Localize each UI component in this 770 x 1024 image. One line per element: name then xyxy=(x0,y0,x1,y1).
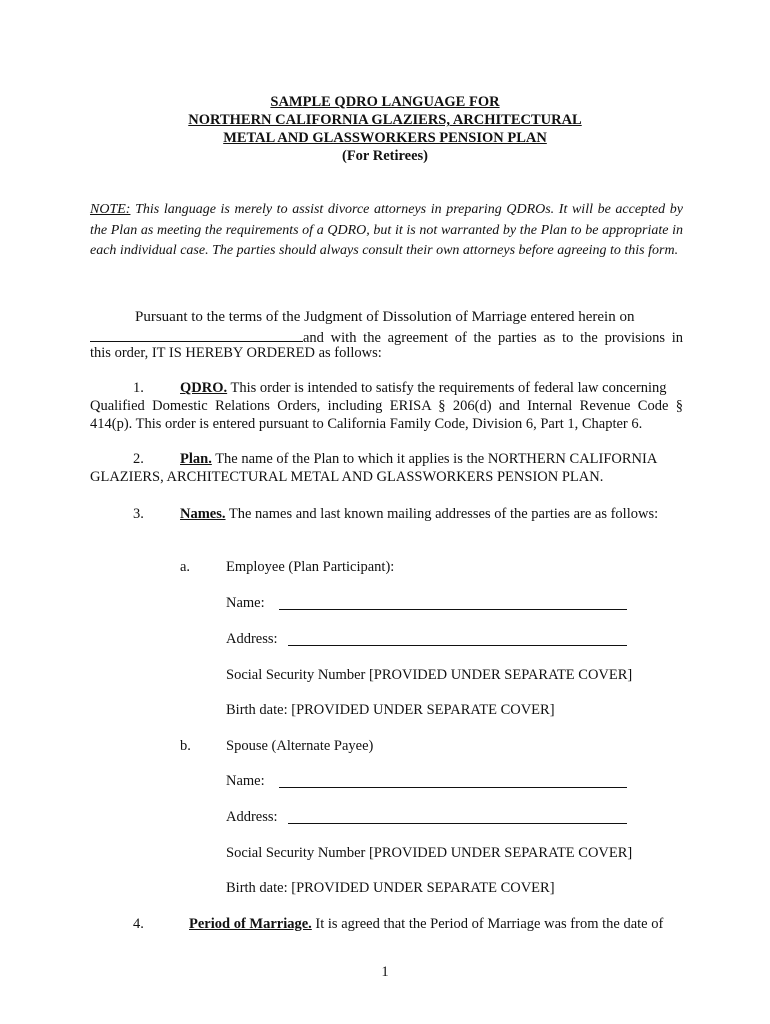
section-1-heading: QDRO. xyxy=(180,380,228,396)
title-line-2: NORTHERN CALIFORNIA GLAZIERS, ARCHITECTURAL xyxy=(188,112,582,128)
spouse-address-field[interactable] xyxy=(288,809,627,824)
employee-address-field[interactable] xyxy=(288,631,627,646)
section-1-line-2: Qualified Domestic Relations Orders, including ERISA § 206(d) and Internal Revenue Code § xyxy=(90,398,683,414)
title-line-1: SAMPLE QDRO LANGUAGE FOR xyxy=(270,94,500,110)
title-line-3: METAL AND GLASSWORKERS PENSION PLAN xyxy=(223,130,547,146)
section-2-line-1 xyxy=(180,451,657,468)
intro-line-1: Pursuant to the terms of the Judgment of Dissolution of Marriage entered herein on xyxy=(135,309,635,325)
note-text: This language is merely to assist divorce attorneys in preparing QDROs. It will be accepted by the Plan as meeting the requirements of a QDRO, but it is not warranted by the Plan to be appropriate in each individual case. The parties should always consult their own attorneys before agreeing to this form. xyxy=(90,202,683,259)
intro-line-3: this order, IT IS HEREBY ORDERED as follows: xyxy=(90,345,382,361)
employee-address-label: Address: xyxy=(226,631,278,647)
spouse-letter: b. xyxy=(180,738,191,754)
note-label: NOTE: xyxy=(90,202,131,217)
section-3-text: The names and last known mailing addresses of the parties are as follows: xyxy=(228,506,659,522)
section-1-line-3: 414(p). This order is entered pursuant to California Family Code, Division 6, Part 1, Chapter 6. xyxy=(90,416,643,432)
spouse-address-label: Address: xyxy=(226,809,278,825)
section-1-number: 1. xyxy=(133,380,144,396)
employee-letter: a. xyxy=(180,559,191,575)
section-3-number: 3. xyxy=(133,506,144,522)
section-3-heading: Names. xyxy=(180,506,226,522)
intro-line-2 xyxy=(90,327,683,347)
spouse-title: Spouse (Alternate Payee) xyxy=(226,738,374,754)
title-line-4: (For Retirees) xyxy=(341,148,429,164)
spouse-name-field[interactable] xyxy=(279,773,627,788)
employee-birth-date: Birth date: [PROVIDED UNDER SEPARATE COVER] xyxy=(226,702,555,718)
employee-title: Employee (Plan Participant): xyxy=(226,559,395,575)
employee-ssn: Social Security Number [PROVIDED UNDER SEPARATE COVER] xyxy=(226,667,633,683)
section-2-line-1-text: The name of the Plan to which it applies is the NORTHERN CALIFORNIA xyxy=(215,451,658,467)
employee-name-label: Name: xyxy=(226,595,265,611)
section-1-line-1-text: This order is intended to satisfy the requirements of federal law concerning xyxy=(230,380,667,396)
judgment-date-blank[interactable] xyxy=(90,327,303,342)
section-3-line xyxy=(180,506,658,523)
section-2-number: 2. xyxy=(133,451,144,467)
intro-line-2-text: and with the agreement of the parties as to the provisions in xyxy=(303,330,683,346)
spouse-name-label: Name: xyxy=(226,773,265,789)
page-number: 1 xyxy=(381,964,389,980)
spouse-birth-date: Birth date: [PROVIDED UNDER SEPARATE COVER] xyxy=(226,880,555,896)
section-1-line-1 xyxy=(180,380,667,397)
section-4-heading: Period of Marriage. xyxy=(189,916,312,932)
note-paragraph xyxy=(90,200,683,262)
section-4-text: It is agreed that the Period of Marriage was from the date of xyxy=(315,916,664,932)
section-4-line xyxy=(189,916,663,933)
spouse-ssn: Social Security Number [PROVIDED UNDER SEPARATE COVER] xyxy=(226,845,633,861)
section-2-line-2: GLAZIERS, ARCHITECTURAL METAL AND GLASSWORKERS PENSION PLAN. xyxy=(90,469,604,485)
employee-name-field[interactable] xyxy=(279,595,627,610)
section-4-number: 4. xyxy=(133,916,144,932)
section-2-heading: Plan. xyxy=(180,451,212,467)
